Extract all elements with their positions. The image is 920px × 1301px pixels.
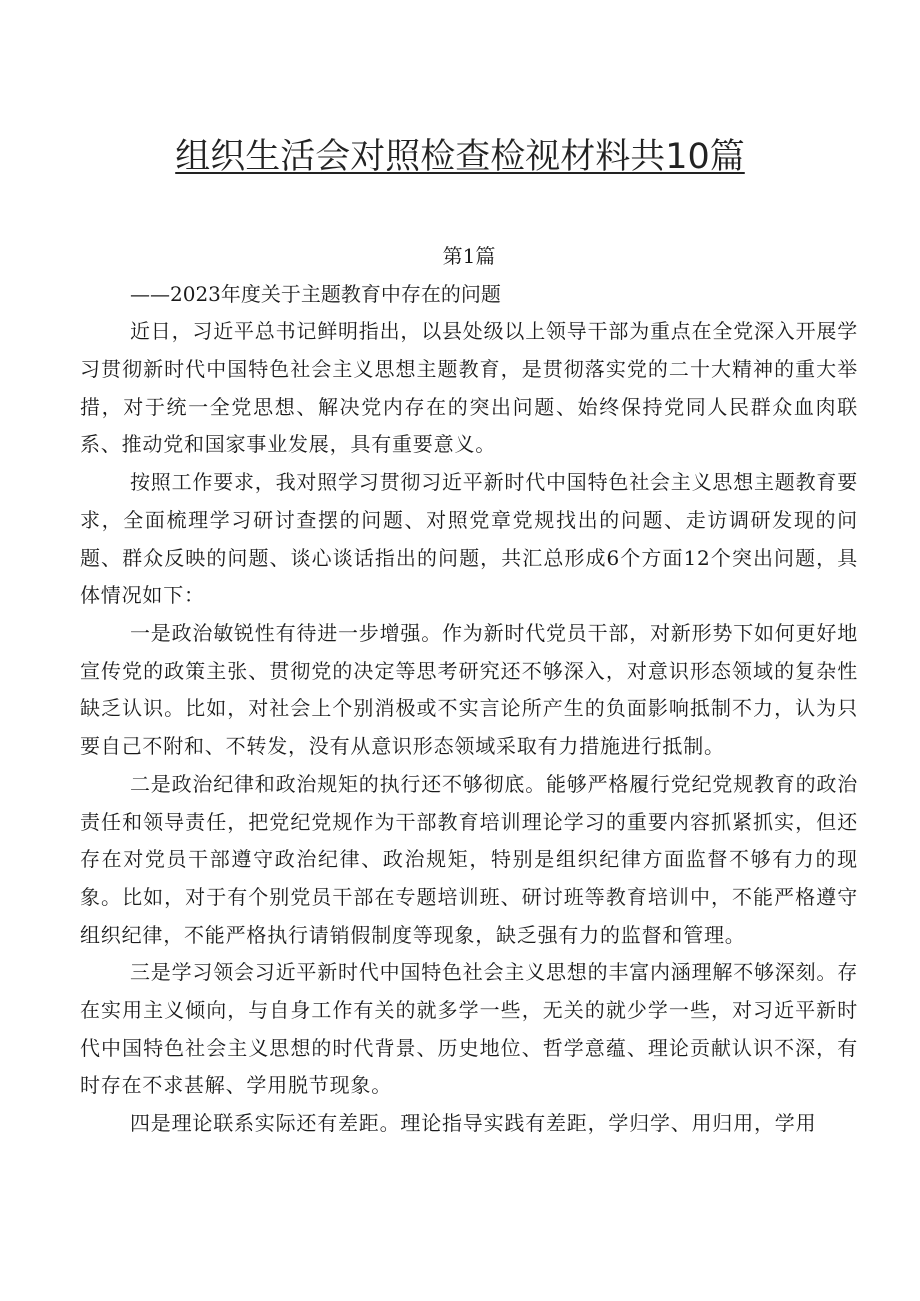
paragraph: 二是政治纪律和政治规矩的执行还不够彻底。能够严格履行党纪党规教育的政治责任和领导责任，把党纪党规作为干部教育培训理论学习的重要内容抓紧抓实，但还存在对党员干部遵守政治纪律、政治规矩，特别是组织纪律方面监督不够有力的现象。比如，对于有个别党员干部在专题培训班、研讨班等教育培训中，不能严格遵守组织纪律，不能严格执行请销假制度等现象，缺乏强有力的监督和管理。 bbox=[80, 771, 858, 947]
chapter-heading: 第1篇 bbox=[442, 244, 496, 268]
paragraph: 一是政治敏锐性有待进一步增强。作为新时代党员干部，对新形势下如何更好地宣传党的政策主张、贯彻党的决定等思考研究还不够深入，对意识形态领域的复杂性缺乏认识。比如，对社会上个别消极或不实言论所产生的负面影响抵制不力，认为只要自己不附和、不转发，没有从意识形态领域采取有力措施进行抵制。 bbox=[80, 621, 858, 759]
document-body bbox=[80, 238, 858, 1143]
document-title bbox=[0, 132, 920, 182]
paragraph: 按照工作要求，我对照学习贯彻习近平新时代中国特色社会主义思想主题教育要求，全面梳理学习研讨查摆的问题、对照党章党规找出的问题、走访调研发现的问题、群众反映的问题、谈心谈话指出的问题，共汇总形成6个方面12个突出问题，具体情况如下： bbox=[80, 470, 858, 608]
paragraph: 四是理论联系实际还有差距。理论指导实践有差距，学归学、用归用，学用 bbox=[130, 1111, 817, 1136]
paragraph: 近日，习近平总书记鲜明指出，以县处级以上领导干部为重点在全党深入开展学习贯彻新时代中国特色社会主义思想主题教育，是贯彻落实党的二十大精神的重大举措，对于统一全党思想、解决党内存在的突出问题、始终保持党同人民群众血肉联系、推动党和国家事业发展，具有重要意义。 bbox=[80, 319, 858, 457]
document-title-text: 组织生活会对照检查检视材料共10篇 bbox=[175, 137, 745, 177]
chapter-subtitle: ——2023年度关于主题教育中存在的问题 bbox=[130, 281, 501, 306]
paragraph: 三是学习领会习近平新时代中国特色社会主义思想的丰富内涵理解不够深刻。存在实用主义倾向，与自身工作有关的就多学一些，无关的就少学一些，对习近平新时代中国特色社会主义思想的时代背景、历史地位、哲学意蕴、理论贡献认识不深，有时存在不求甚解、学用脱节现象。 bbox=[80, 960, 858, 1098]
